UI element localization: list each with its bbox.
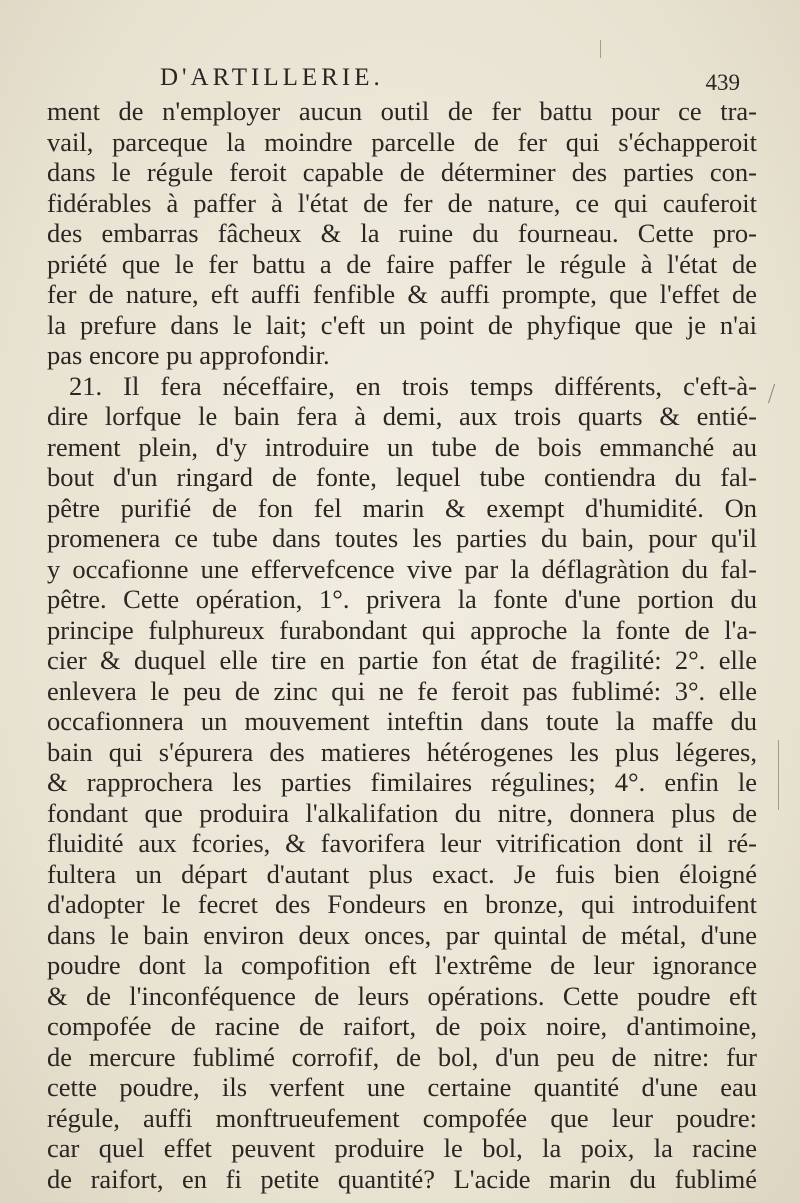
text-line: & de l'inconféquence de leurs opérations. Cette poudre eft: [47, 980, 757, 1011]
text-line: dans le bain environ deux onces, par quintal de métal, d'une: [47, 919, 757, 950]
text-line: compofée de racine de raifort, de poix noire, d'antimoine,: [47, 1011, 757, 1041]
page-header: [160, 64, 740, 100]
text-line: principe fulphureux furabondant qui approche la fonte de l'a-: [47, 614, 757, 645]
text-line: fluidité aux fcories, & favorifera leur vitrification dont il ré-: [47, 828, 757, 858]
paragraph-start-line: 21. Il fera néceffaire, en trois temps différents, c'eft-à-: [69, 370, 757, 401]
page-number: 439: [705, 70, 740, 95]
text-line: pêtre. Cette opération, 1°. privera la fonte d'une portion du: [47, 584, 757, 614]
text-line: fultera un départ d'autant plus exact. Je fuis bien éloigné: [47, 858, 757, 889]
text-line: vail, parceque la moindre parcelle de fer qui s'échapperoit: [47, 126, 757, 157]
text-line: pas encore pu approfondir.: [47, 340, 330, 370]
text-line: dans le régule feroit capable de déterminer des parties con-: [47, 157, 757, 187]
running-title: D'ARTILLERIE.: [160, 64, 384, 91]
text-line: des embarras fâcheux & la ruine du fourneau. Cette pro-: [47, 218, 757, 248]
text-line: occafionnera un mouvement inteftin dans toute la maffe du: [47, 706, 757, 736]
text-line: bout d'un ringard de fonte, lequel tube contiendra du fal-: [47, 462, 757, 492]
text-line: la prefure dans le lait; c'eft un point de phyfique que je n'ai: [47, 309, 757, 340]
text-line: poudre dont la compofition eft l'extrême de leur ignorance: [47, 950, 757, 980]
text-line: cier & duquel elle tire en partie fon état de fragilité: 2°. elle: [47, 645, 757, 675]
text-line: de raifort, en fi petite quantité? L'acide marin du fublimé: [47, 1163, 757, 1194]
text-line: régule, auffi monftrueufement compofée que leur poudre:: [47, 1102, 757, 1133]
text-line: y occafionne une effervefcence vive par la déflagràtion du fal-: [47, 553, 757, 584]
text-line: fidérables à paffer à l'état de fer de nature, ce qui cauferoit: [47, 187, 757, 218]
text-line: & rapprochera les parties fimilaires régulines; 4°. enfin le: [47, 767, 757, 797]
text-line: rement plein, d'y introduire un tube de bois emmanché au: [47, 431, 757, 462]
text-line: d'adopter le fecret des Fondeurs en bronze, qui introduifent: [47, 889, 757, 919]
margin-mark: [768, 384, 778, 404]
text-line: dire lorfque le bain fera à demi, aux trois quarts & entié-: [47, 401, 757, 431]
text-line: fer de nature, eft auffi fenfible & auffi prompte, que l'effet de: [47, 279, 757, 309]
margin-mark: [600, 40, 602, 58]
text-line: car quel effet peuvent produire le bol, la poix, la racine: [47, 1133, 757, 1163]
text-line: fondant que produira l'alkalifation du nitre, donnera plus de: [47, 797, 757, 828]
margin-mark: [778, 740, 782, 810]
text-line: pêtre purifié de fon fel marin & exempt d'humidité. On: [47, 492, 757, 523]
text-line: bain qui s'épurera des matieres hétérogenes les plus légeres,: [47, 736, 757, 767]
text-line: priété que le fer battu a de faire paffer le régule à l'état de: [47, 248, 757, 279]
text-line: de mercure fublimé corrofif, de bol, d'un peu de nitre: fur: [47, 1041, 757, 1072]
body-text: [47, 96, 757, 1194]
text-line: cette poudre, ils verfent une certaine quantité d'une eau: [47, 1072, 757, 1102]
text-line: enlevera le peu de zinc qui ne fe feroit pas fublimé: 3°. elle: [47, 675, 757, 706]
text-line: ment de n'employer aucun outil de fer battu pour ce tra-: [47, 96, 757, 126]
text-line: promenera ce tube dans toutes les parties du bain, pour qu'il: [47, 523, 757, 553]
